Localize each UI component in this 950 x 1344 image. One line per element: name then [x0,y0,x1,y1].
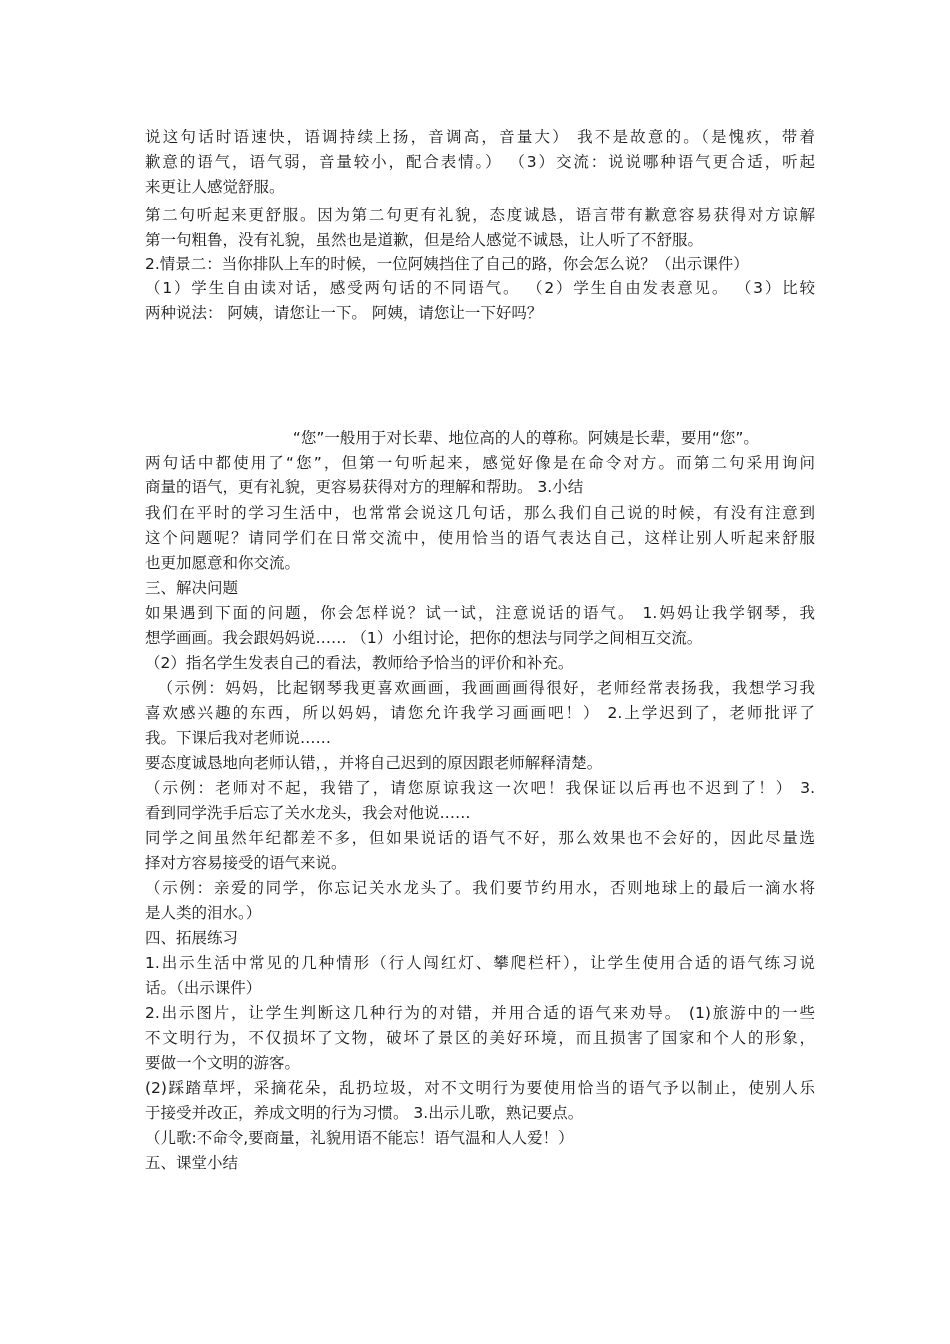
text-line: （2）指名学生发表自己的看法，教师给予恰当的评价和补充。 [145,654,574,672]
text-line: 两种说法： 阿姨，请您让一下。 阿姨，请您让一下好吗？ [145,304,543,322]
text-line: 想学画画。我会跟妈妈说…… （1）小组讨论，把你的想法与同学之间相互交流。 [145,629,703,647]
text-line: 说这句话时语速快，语调持续上扬，音调高，音量大） 我不是故意的。（是愧疚，带着 [145,128,815,146]
text-line: 也更加愿意和你交流。 [145,554,301,572]
text-line: （示例：老师对不起，我错了，请您原谅我这一次吧！我保证以后再也不迟到了！） 3. [145,779,815,797]
text-line: 于接受并改正，养成文明的行为习惯。 3.出示儿歌，熟记要点。 [145,1104,584,1122]
text-line: 如果遇到下面的问题，你会怎样说？试一试，注意说话的语气。 1.妈妈让我学钢琴，我 [145,604,815,622]
text-line: 2.出示图片，让学生判断这几种行为的对错，并用合适的语气来劝导。 (1)旅游中的一些 [145,1004,815,1022]
text-line: 这个问题呢？请同学们在日常交流中，使用恰当的语气表达自己，这样让别人听起来舒服 [145,529,815,547]
text-line: 要做一个文明的游客。 [145,1054,301,1072]
text-line: 是人类的泪水。） [145,904,262,922]
text-line: 不文明行为，不仅损坏了文物，破坏了景区的美好环境，而且损害了国家和个人的形象， [145,1029,815,1047]
text-line: 歉意的语气，语气弱，音量较小，配合表情。） （3）交流：说说哪种语气更合适，听起 [145,153,815,171]
text-line: 择对方容易接受的语气来说。 [145,854,347,872]
text-line: （示例：亲爱的同学，你忘记关水龙头了。我们要节约用水，否则地球上的最后一滴水将 [145,879,815,897]
text-line: 要态度诚恳地向老师认错，，并将自己迟到的原因跟老师解释清楚。 [145,754,603,772]
text-line: （儿歌:不命令,要商量，礼貌用语不能忘！语气温和人人爱！） [145,1129,574,1147]
section-heading: 四、拓展练习 [145,929,239,947]
text-line: 两句话中都使用了“您”，但第一句听起来，感觉好像是在命令对方。而第二句采用询问 [145,454,815,472]
text-line: 我。下课后我对老师说…… [145,729,332,747]
text-line: 喜欢感兴趣的东西，所以妈妈，请您允许我学习画画吧！） 2.上学迟到了，老师批评了 [145,704,815,722]
section-heading: 五、课堂小结 [145,1154,239,1172]
text-line: (2)踩踏草坪，采摘花朵，乱扔垃圾，对不文明行为要使用恰当的语气予以制止，使别人乐 [145,1079,815,1097]
text-line: “您”一般用于对长辈、地位高的人的尊称。阿姨是长辈，要用“您”。 [145,429,759,447]
text-line: （示例：妈妈，比起钢琴我更喜欢画画，我画画画得很好，老师经常表扬我，我想学习我 [145,679,815,697]
text-line: 1.出示生活中常见的几种情形（行人闯红灯、攀爬栏杆），让学生使用合适的语气练习说 [145,954,815,972]
text-line: 同学之间虽然年纪都差不多，但如果说话的语气不好，那么效果也不会好的，因此尽量选 [145,829,815,847]
text-line: （1）学生自由读对话，感受两句话的不同语气。 （2）学生自由发表意见。 （3）比较 [145,279,815,297]
text-line: 看到同学洗手后忘了关水龙头，我会对他说…… [145,804,471,822]
text-line: 商量的语气，更有礼貌，更容易获得对方的理解和帮助。 3.小结 [145,478,584,496]
text-line: 2.情景二：当你排队上车的时候，一位阿姨挡住了自己的路，你会怎么说？（出示课件） [145,255,749,273]
text-line: 话。（出示课件） [145,979,262,997]
text-line: 来更让人感觉舒服。 [145,178,285,196]
section-heading: 三、解决问题 [145,579,239,597]
text-line: 第二句听起来更舒服。因为第二句更有礼貌，态度诚恳，语言带有歉意容易获得对方谅解 [145,206,815,224]
text-line: 第一句粗鲁，没有礼貌，虽然也是道歉，但是给人感觉不诚恳，让人听了不舒服。 [145,231,704,249]
text-line: 我们在平时的学习生活中，也常常会说这几句话，那么我们自己说的时候，有没有注意到 [145,504,815,522]
